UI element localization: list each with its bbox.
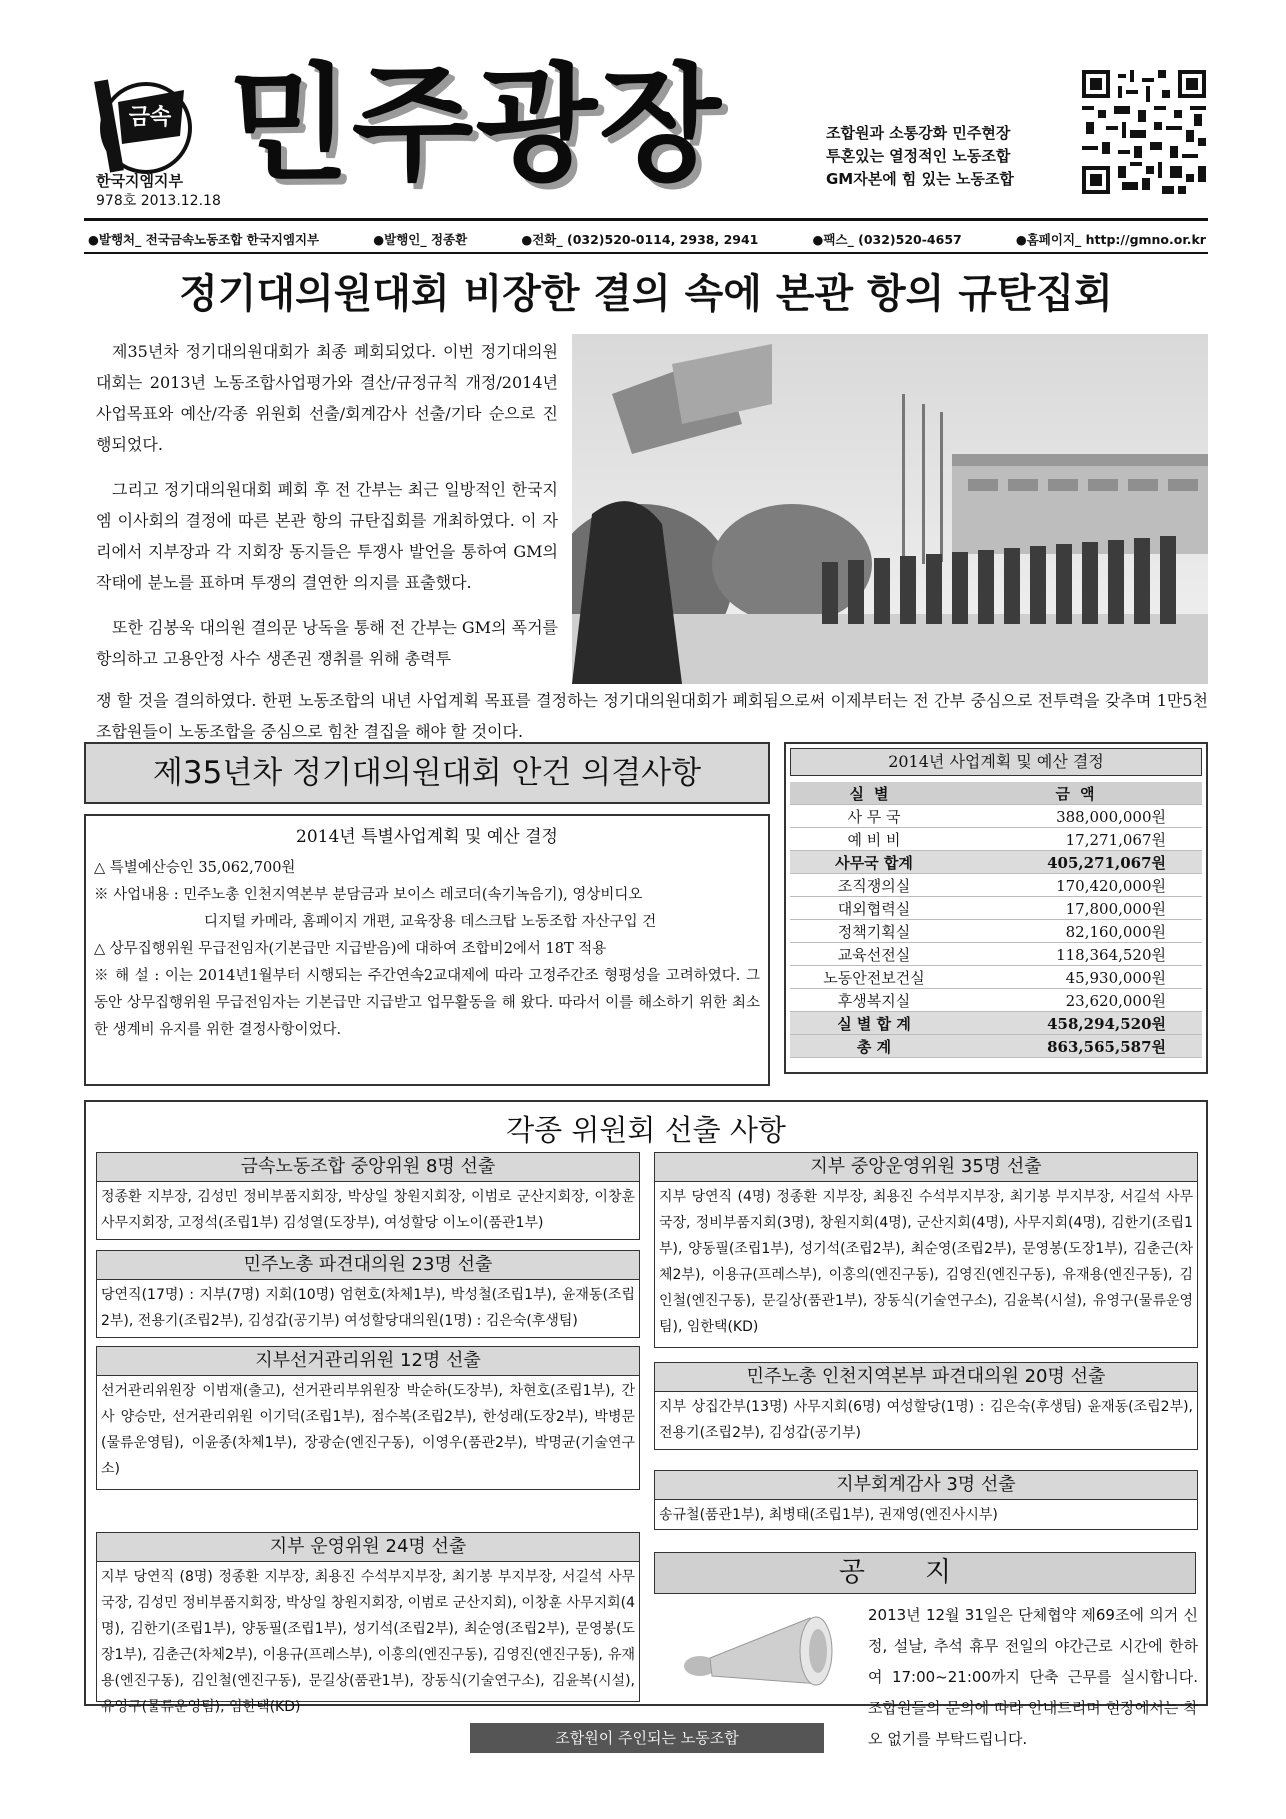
amount-cell: 45,930,000원 (958, 966, 1202, 989)
special-budget-line: △ 상무집행위원 무급전임자(기본급만 지급받음)에 대하여 조합비2에서 18T 적용 (94, 941, 607, 957)
issuer: ●발행인_ 정종환 (373, 232, 468, 247)
publisher-info-bar (88, 230, 1206, 248)
issue-number: 978호 2013.12.18 (96, 193, 221, 209)
department-cell: 교육선전실 (790, 943, 958, 966)
committee-title: 금속노동조합 중앙위원 8명 선출 (97, 1153, 639, 1182)
amount-cell: 863,565,587원 (958, 1035, 1202, 1058)
department-cell: 조직쟁의실 (790, 874, 958, 897)
special-budget-box (84, 814, 770, 1086)
budget-caption: 2014년 사업계획 및 예산 결정 (790, 748, 1202, 776)
committee-title: 지부 운영위원 24명 선출 (97, 1533, 639, 1562)
newspaper-title: 민주광장 (228, 51, 723, 198)
special-budget-line: △ 특별예산승인 35,062,700원 (94, 860, 296, 876)
department-cell: 사 무 국 (790, 805, 958, 828)
table-row (790, 805, 1202, 828)
slogan: 조합원과 소통강화 민주현장 (826, 124, 1011, 142)
committee-members: 선거관리위원장 이범재(출고), 선거관리부위원장 박순하(도장부), 차현호(조립1부), 간사 양승만, 선거관리위원 이기덕(조립1부), 점수복(조립2부), 한성래(도장2부), 박병문(물류운영팀), 이윤종(차체1부), 장광순(엔진구동), 이영우(품관2부), 박명균(기술연구소) (101, 1383, 635, 1477)
committee-members: 정종환 지부장, 김성민 정비부품지회장, 박상일 창원지회장, 이범로 군산지회장, 이창훈 사무지회장, 고정석(조립1부) 김성열(도장부), 여성할당 이노이(품관1부) (101, 1189, 635, 1231)
committee-members: 송규철(품관1부), 최병태(조립1부), 권재영(엔진사시부) (659, 1507, 998, 1523)
committees-title: 각종 위원회 선출 사항 (506, 1113, 786, 1147)
committee-box (96, 1346, 640, 1490)
article-body-continued (96, 685, 1208, 747)
amount-cell: 23,620,000원 (958, 989, 1202, 1012)
amount-cell: 82,160,000원 (958, 920, 1202, 943)
committee-box (96, 1152, 640, 1240)
committee-title: 민주노총 파견대의원 23명 선출 (97, 1251, 639, 1280)
svg-text:금속: 금속 (128, 105, 172, 130)
committee-title: 지부 중앙운영위원 35명 선출 (655, 1153, 1197, 1182)
headline: 정기대의원대회 비장한 결의 속에 본관 항의 규탄집회 (179, 271, 1113, 317)
committee-box (654, 1362, 1198, 1450)
committee-title: 민주노총 인천지역본부 파견대의원 20명 선출 (655, 1363, 1197, 1392)
table-row (790, 943, 1202, 966)
fax: ●팩스_ (032)520-4657 (812, 232, 962, 247)
department-cell: 실 별 합 계 (790, 1012, 958, 1035)
amount-cell: 388,000,000원 (958, 805, 1202, 828)
header-rule (84, 252, 1208, 254)
table-row (790, 874, 1202, 897)
column-header: 실별 (790, 782, 958, 805)
article-body (96, 336, 558, 674)
amount-cell: 405,271,067원 (958, 851, 1202, 874)
committee-box (654, 1470, 1198, 1530)
special-budget-line: ※ 해 설 : 이는 2014년1월부터 시행되는 주간연속2교대제에 따라 고정주간조 형평성을 고려하였다. 그동안 상무집행위원 무급전임자는 기본급만 지급받고 업무활동을 해 왔다. 따라서 이를 해소하기 위한 최소한 생계비 유지를 위한 결정사항이었다. (94, 968, 760, 1038)
department-cell: 대외협력실 (790, 897, 958, 920)
department-cell: 총 계 (790, 1035, 958, 1058)
table-row (790, 966, 1202, 989)
slogans (826, 122, 1014, 191)
table-subtotal-row (790, 1012, 1202, 1035)
table-row (790, 897, 1202, 920)
budget-table (790, 782, 1202, 1058)
committee-box (96, 1532, 640, 1715)
department-cell: 사무국 합계 (790, 851, 958, 874)
committee-members: 지부 당연직 (4명) 정종환 지부장, 최용진 수석부지부장, 최기봉 부지부장, 서길석 사무국장, 정비부품지회(3명), 창원지회(4명), 군산지회(4명), 사무지회(4명), 김한기(조립1부), 양동필(조립1부), 성기석(조립2부), 최순영(조립2부), 문영봉(도장1부), 김춘근(차체2부), 이용규(프레스부), 이홍의(엔진구동), 김영진(엔진구동), 유재용(엔진구동), 김인철(엔진구동), 문길상(품관1부), 장동식(기술연구소), 김윤복(시설), 유영구(물류운영팀), 임한택(KD) (659, 1189, 1193, 1335)
rally-photo (572, 334, 1208, 684)
notice-text: 2013년 12월 31일은 단체협약 제69조에 의거 신정, 설날, 추석 휴무 전일의 야간근로 시간에 한하여 17:00~21:00까지 단축 근무를 실시합니다. 조합원들의 문의에 따라 안내드리며 현장에서는 착오 없기를 부탁드립니다. (868, 1606, 1198, 1748)
committee-members: 당연직(17명) : 지부(7명) 지회(10명) 엄현호(차체1부), 박성철(조립1부), 윤재동(조립2부), 전용기(조립2부), 김성갑(공기부) 여성할당대의원(1명) : 김은숙(후생팀) (101, 1287, 635, 1329)
amount-cell: 17,271,067원 (958, 828, 1202, 851)
homepage-link[interactable]: ●홈페이지_ http://gmno.or.kr (1015, 232, 1206, 247)
notice-title: 공지 (654, 1552, 1196, 1594)
phone: ●전화_ (032)520-0114, 2938, 2941 (521, 232, 759, 247)
table-header-row (790, 782, 1202, 805)
agenda-title: 제35년차 정기대의원대회 안건 의결사항 (84, 742, 770, 804)
committee-box (654, 1152, 1198, 1348)
special-budget-title: 2014년 특별사업계획 및 예산 결정 (296, 827, 558, 847)
qr-code[interactable] (1082, 70, 1206, 194)
slogan: 투혼있는 열정적인 노동조합 (826, 147, 1011, 165)
committee-members: 지부 상집간부(13명) 사무지회(6명) 여성할당(1명) : 김은숙(후생팀) 윤재동(조립2부), 전용기(조립2부), 김성갑(공기부) (659, 1399, 1193, 1441)
committee-box (96, 1250, 640, 1338)
department-cell: 후생복지실 (790, 989, 958, 1012)
union-logo (88, 72, 204, 180)
table-row (790, 989, 1202, 1012)
amount-cell: 170,420,000원 (958, 874, 1202, 897)
committee-title: 지부선거관리위원 12명 선출 (97, 1347, 639, 1376)
department-cell: 예 비 비 (790, 828, 958, 851)
amount-cell: 17,800,000원 (958, 897, 1202, 920)
table-total-row (790, 1035, 1202, 1058)
amount-cell: 118,364,520원 (958, 943, 1202, 966)
article-paragraph: 쟁 할 것을 결의하였다. 한편 노동조합의 내년 사업계획 목표를 결정하는 정기대의원대회가 폐회됨으로써 이제부터는 전 간부 중심으로 전투력을 갖추며 1만5천 조합원들이 노동조합을 중심으로 힘찬 결집을 해야 할 것이다. (96, 691, 1208, 741)
article-paragraph: 제35년차 정기대의원대회가 최종 폐회되었다. 이번 정기대의원대회는 2013년 노동조합사업평가와 결산/규정규칙 개정/2014년 사업목표와 예산/각종 위원회 선출/회계감사 선출/기타 순으로 진행되었다. (96, 342, 558, 454)
amount-cell: 458,294,520원 (958, 1012, 1202, 1035)
special-budget-line: 디지털 카메라, 홈페이지 개편, 교육장용 데스크탑 노동조합 자산구입 건 (204, 914, 657, 930)
special-budget-line: ※ 사업내용 : 민주노총 인천지역본부 분담금과 보이스 레코더(속기녹음기), 영상비디오 (94, 887, 643, 903)
article-paragraph: 그리고 정기대의원대회 폐회 후 전 간부는 최근 일방적인 한국지엠 이사회의 결정에 따른 본관 항의 규탄집회를 개최하였다. 이 자리에서 지부장과 각 지회장 동지들은 투쟁사 발언을 통하여 GM의 작태에 분노를 표하며 투쟁의 결연한 의지를 표출했다. (96, 480, 558, 592)
table-subtotal-row (790, 851, 1202, 874)
column-header: 금액 (958, 782, 1202, 805)
article-paragraph: 또한 김봉욱 대의원 결의문 낭독을 통해 전 간부는 GM의 폭거를 항의하고 고용안정 사수 생존권 쟁취를 위해 총력투 (96, 618, 558, 668)
department-cell: 정책기획실 (790, 920, 958, 943)
publisher: ●발행처_ 전국금속노동조합 한국지엠지부 (88, 232, 320, 247)
header-rule (84, 218, 1208, 221)
department-cell: 노동안전보건실 (790, 966, 958, 989)
slogan: GM자본에 힘 있는 노동조합 (826, 170, 1014, 188)
committee-members: 지부 당연직 (8명) 정종환 지부장, 최용진 수석부지부장, 최기봉 부지부장, 서길석 사무국장, 김성민 정비부품지회장, 박상일 창원지회장, 이범로 군산지회), 이창훈 사무지회(4명), 김한기(조립1부), 양동필(조립1부), 성기석(조립2부), 최순영(조립2부), 문영봉(도장1부), 김춘근(차체2부), 이용규(프레스부), 이홍의(엔진구동), 김영진(엔진구동), 유재용(엔진구동), 김인철(엔진구동), 문길상(품관1부), 장동식(기술연구소), 김윤복(시설), 유영구(물류운영팀), 임한택(KD) (101, 1569, 635, 1715)
megaphone-icon (670, 1606, 852, 1706)
committee-title: 지부회계감사 3명 선출 (655, 1471, 1197, 1500)
branch-name: 한국지엠지부 (96, 172, 183, 190)
table-row (790, 920, 1202, 943)
table-row (790, 828, 1202, 851)
footer-slogan: 조합원이 주인되는 노동조합 (470, 1723, 824, 1753)
budget-table-box (784, 742, 1208, 1074)
